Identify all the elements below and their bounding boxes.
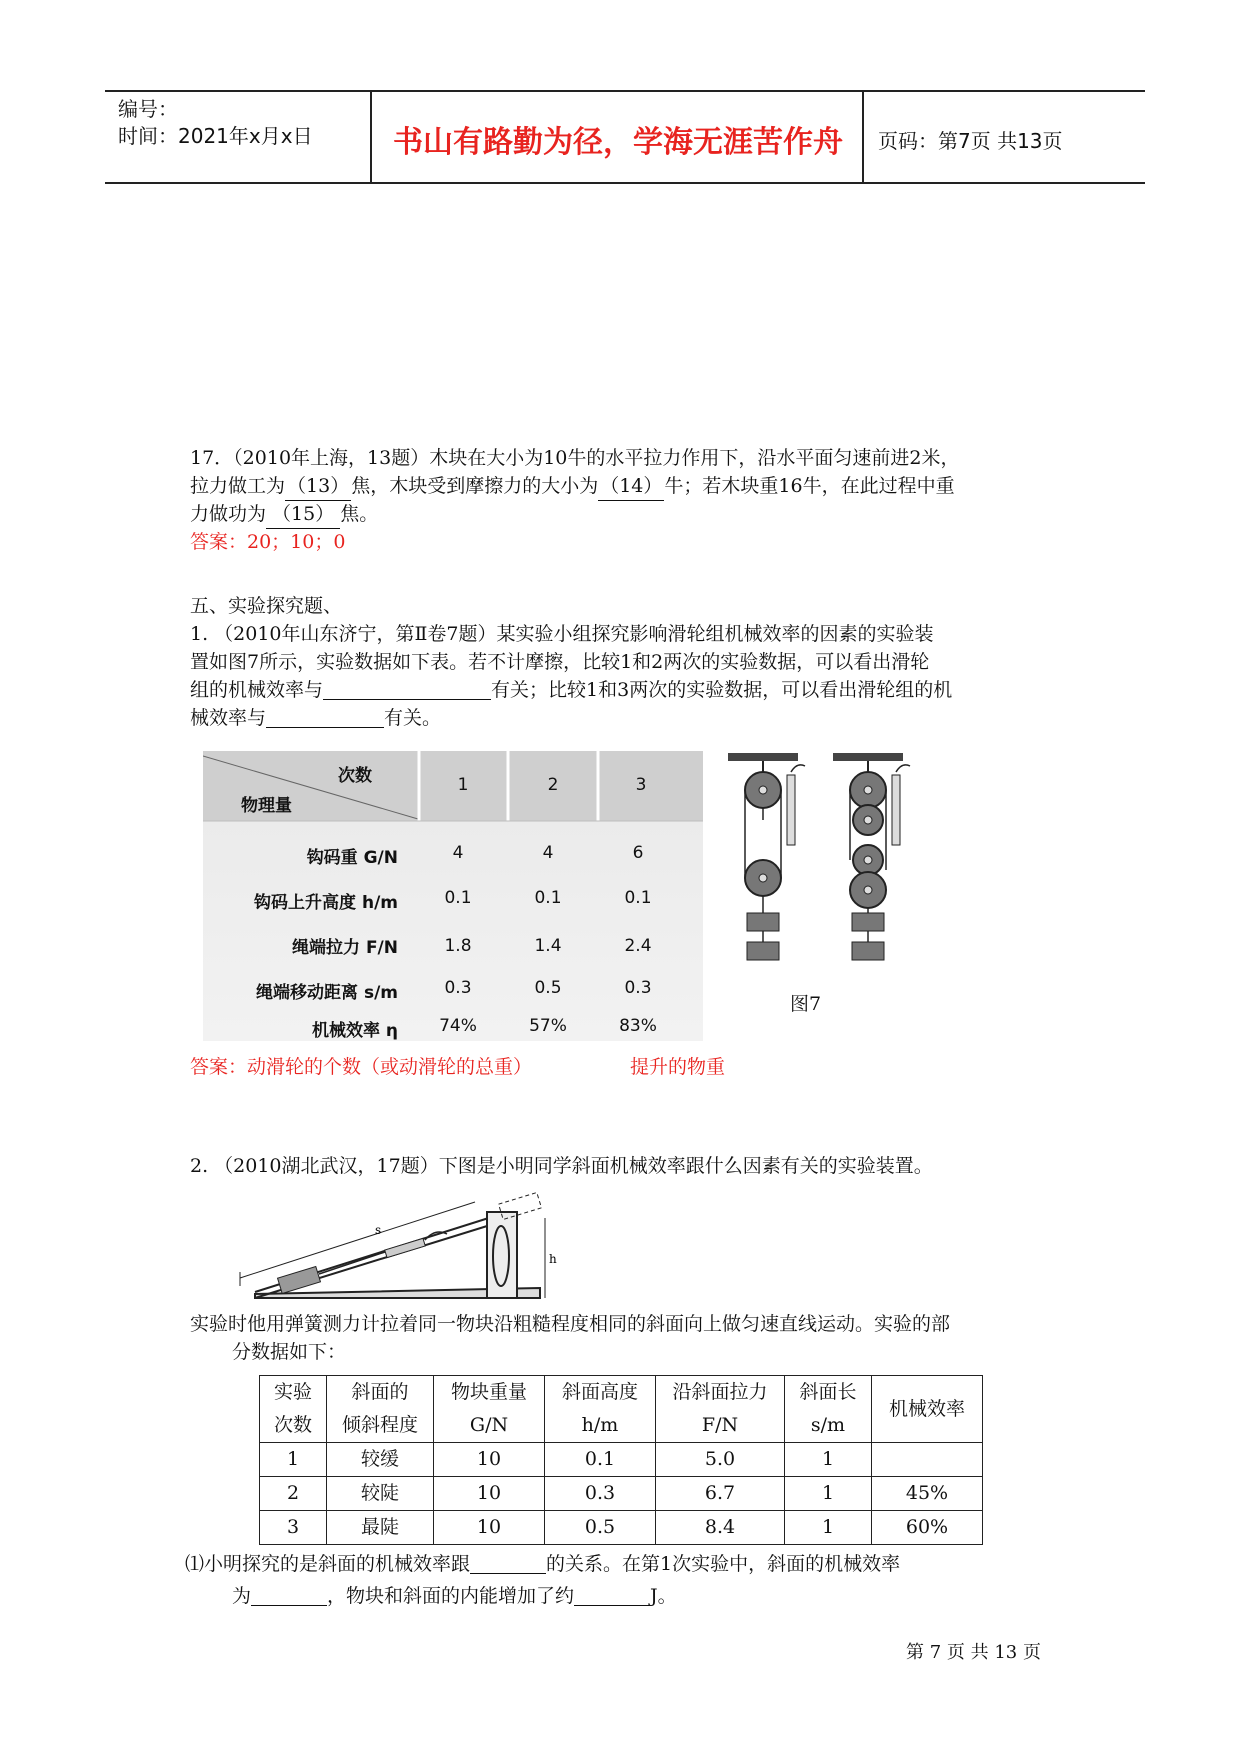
incline-header-cell: 沿斜面拉力 F/N (656, 1376, 785, 1443)
incline-cell: 3 (260, 1511, 327, 1545)
pulley-corner-top: 次数 (338, 766, 372, 786)
page-footer: 第 7 页 共 13 页 (906, 1642, 1041, 1663)
pulley-system-figure (725, 750, 935, 980)
incline-header-cell: 机械效率 (872, 1376, 983, 1443)
pulley-cell: 0.5 (534, 978, 562, 998)
s5-q1-line2: 置如图7所示，实验数据如下表。若不计摩擦，比较1和2两次的实验数据，可以看出滑轮 (190, 651, 930, 673)
table-row (260, 1443, 983, 1477)
q17-blank-15: （15） (266, 500, 340, 529)
incline-cell: 45% (872, 1477, 983, 1511)
incline-cell: 1 (785, 1511, 872, 1545)
q2-sub1-a: ⑴小明探究的是斜面的机械效率跟 (185, 1553, 471, 1575)
pulley-cell: 0.3 (624, 978, 652, 998)
q17-line3-b: 焦。 (340, 503, 379, 525)
pulley-row-label: 机械效率 η (311, 1021, 398, 1041)
incline-cell: 2 (260, 1477, 327, 1511)
s5-q1-answer-a: 答案：动滑轮的个数（或动滑轮的总重） (190, 1056, 533, 1078)
q2-blank-2 (251, 1585, 327, 1606)
q17-line2 (190, 472, 955, 501)
s5-q1-line3-a: 组的机械效率与 (190, 679, 324, 701)
pulley-cell: 57% (529, 1016, 567, 1036)
q17-line2-a: 拉力做工为 (190, 475, 286, 497)
q2-sub1-line1 (185, 1550, 900, 1578)
incline-header-cell: 斜面高度 h/m (545, 1376, 656, 1443)
q2-sub1-d: ，物块和斜面的内能增加了约 (327, 1585, 575, 1607)
pulley-cell: 6 (632, 843, 644, 863)
q2-blank-1 (470, 1553, 546, 1574)
incline-cell: 1 (785, 1443, 872, 1477)
q17-line3 (190, 500, 378, 529)
pulley-cell: 74% (439, 1016, 477, 1036)
incline-cell: 1 (785, 1477, 872, 1511)
q2-sub1-line2 (232, 1582, 677, 1610)
incline-cell: 0.1 (545, 1443, 656, 1477)
pulley-header-2: 2 (547, 775, 559, 795)
incline-header-cell: 斜面长 s/m (785, 1376, 872, 1443)
incline-cell (872, 1443, 983, 1477)
q17-answer: 答案：20；10；0 (190, 531, 346, 553)
incline-figure (235, 1188, 565, 1308)
incline-cell: 较缓 (327, 1443, 434, 1477)
incline-cell: 1 (260, 1443, 327, 1477)
figure-7-caption: 图7 (790, 993, 822, 1015)
q2-sub1-e: J。 (650, 1585, 677, 1607)
pulley-cell: 0.1 (624, 888, 652, 908)
q2-sub1-c: 为 (232, 1585, 252, 1607)
q17-line2-c: 牛；若木块重16牛，在此过程中重 (664, 475, 955, 497)
pulley-corner-bottom: 物理量 (241, 796, 292, 816)
incline-cell: 0.5 (545, 1511, 656, 1545)
pulley-row-label: 绳端移动距离 s/m (256, 983, 398, 1003)
table-row (260, 1477, 983, 1511)
header-motto: 书山有路勤为径，学海无涯苦作舟 (393, 125, 843, 160)
q17-line3-a: 力做功为 (190, 503, 267, 525)
pulley-cell: 0.1 (534, 888, 562, 908)
q17-blank-13: （13） (285, 472, 351, 501)
pulley-cell: 2.4 (624, 936, 652, 956)
pulley-header-1: 1 (457, 775, 469, 795)
incline-cell: 0.3 (545, 1477, 656, 1511)
incline-data-table (259, 1375, 983, 1545)
q2-sub1-b: 的关系。在第1次实验中，斜面的机械效率 (546, 1553, 901, 1575)
s5-q1-answer-b: 提升的物重 (630, 1056, 726, 1078)
incline-cell: 10 (434, 1511, 545, 1545)
incline-header-cell: 实验 次数 (260, 1376, 327, 1443)
incline-header-cell: 斜面的 倾斜程度 (327, 1376, 434, 1443)
s5-q1-line3 (190, 676, 952, 704)
header-page-label: 页码：第7页 共13页 (878, 129, 1063, 153)
incline-s-label: s (375, 1223, 382, 1237)
q17-line2-b: 焦，木块受到摩擦力的大小为 (351, 475, 599, 497)
incline-cell: 8.4 (656, 1511, 785, 1545)
doc-time-label: 时间：2021年x月x日 (118, 124, 313, 148)
incline-cell: 6.7 (656, 1477, 785, 1511)
incline-cell: 10 (434, 1443, 545, 1477)
pulley-cell: 0.3 (444, 978, 472, 998)
s5-q1-line4-a: 械效率与 (190, 707, 267, 729)
pulley-row-label: 钩码重 G/N (306, 848, 398, 868)
incline-cell: 较陡 (327, 1477, 434, 1511)
incline-cell: 最陡 (327, 1511, 434, 1545)
q2-line1: 2. （2010湖北武汉，17题）下图是小明同学斜面机械效率跟什么因素有关的实验装置。 (190, 1155, 933, 1177)
pulley-cell: 0.1 (444, 888, 472, 908)
doc-number-label: 编号： (118, 97, 178, 121)
incline-cell: 60% (872, 1511, 983, 1545)
incline-cell: 10 (434, 1477, 545, 1511)
pulley-cell: 4 (542, 843, 554, 863)
s5-q1-line3-b: 有关；比较1和3两次的实验数据，可以看出滑轮组的机 (491, 679, 953, 701)
incline-cell: 5.0 (656, 1443, 785, 1477)
pulley-cell: 83% (619, 1016, 657, 1036)
pulley-data-table (203, 751, 703, 1041)
s5-q1-line4-b: 有关。 (384, 707, 442, 729)
s5-q1-blank-1 (323, 679, 491, 700)
q2-line3: 分数据如下： (232, 1341, 347, 1363)
pulley-row-label: 钩码上升高度 h/m (254, 893, 398, 913)
section-5-title: 五、实验探究题、 (190, 595, 343, 617)
q2-line2: 实验时他用弹簧测力计拉着同一物块沿粗糙程度相同的斜面向上做匀速直线运动。实验的部 (190, 1313, 951, 1335)
table-row (260, 1511, 983, 1545)
q17-line1: 17．（2010年上海，13题）木块在大小为10牛的水平拉力作用下，沿水平面匀速前进2米， (190, 447, 960, 469)
pulley-cell: 1.4 (534, 936, 562, 956)
s5-q1-blank-2 (266, 707, 384, 728)
incline-h-label: h (549, 1252, 557, 1266)
pulley-header-3: 3 (635, 775, 647, 795)
s5-q1-line1: 1. （2010年山东济宁，第Ⅱ卷7题）某实验小组探究影响滑轮组机械效率的因素的实验装 (190, 623, 934, 645)
pulley-cell: 1.8 (444, 936, 472, 956)
incline-header-cell: 物块重量 G/N (434, 1376, 545, 1443)
q17-blank-14: （14） (598, 472, 664, 501)
q2-blank-3 (574, 1585, 650, 1606)
pulley-row-label: 绳端拉力 F/N (292, 938, 398, 958)
pulley-cell: 4 (452, 843, 464, 863)
s5-q1-line4 (190, 704, 441, 732)
